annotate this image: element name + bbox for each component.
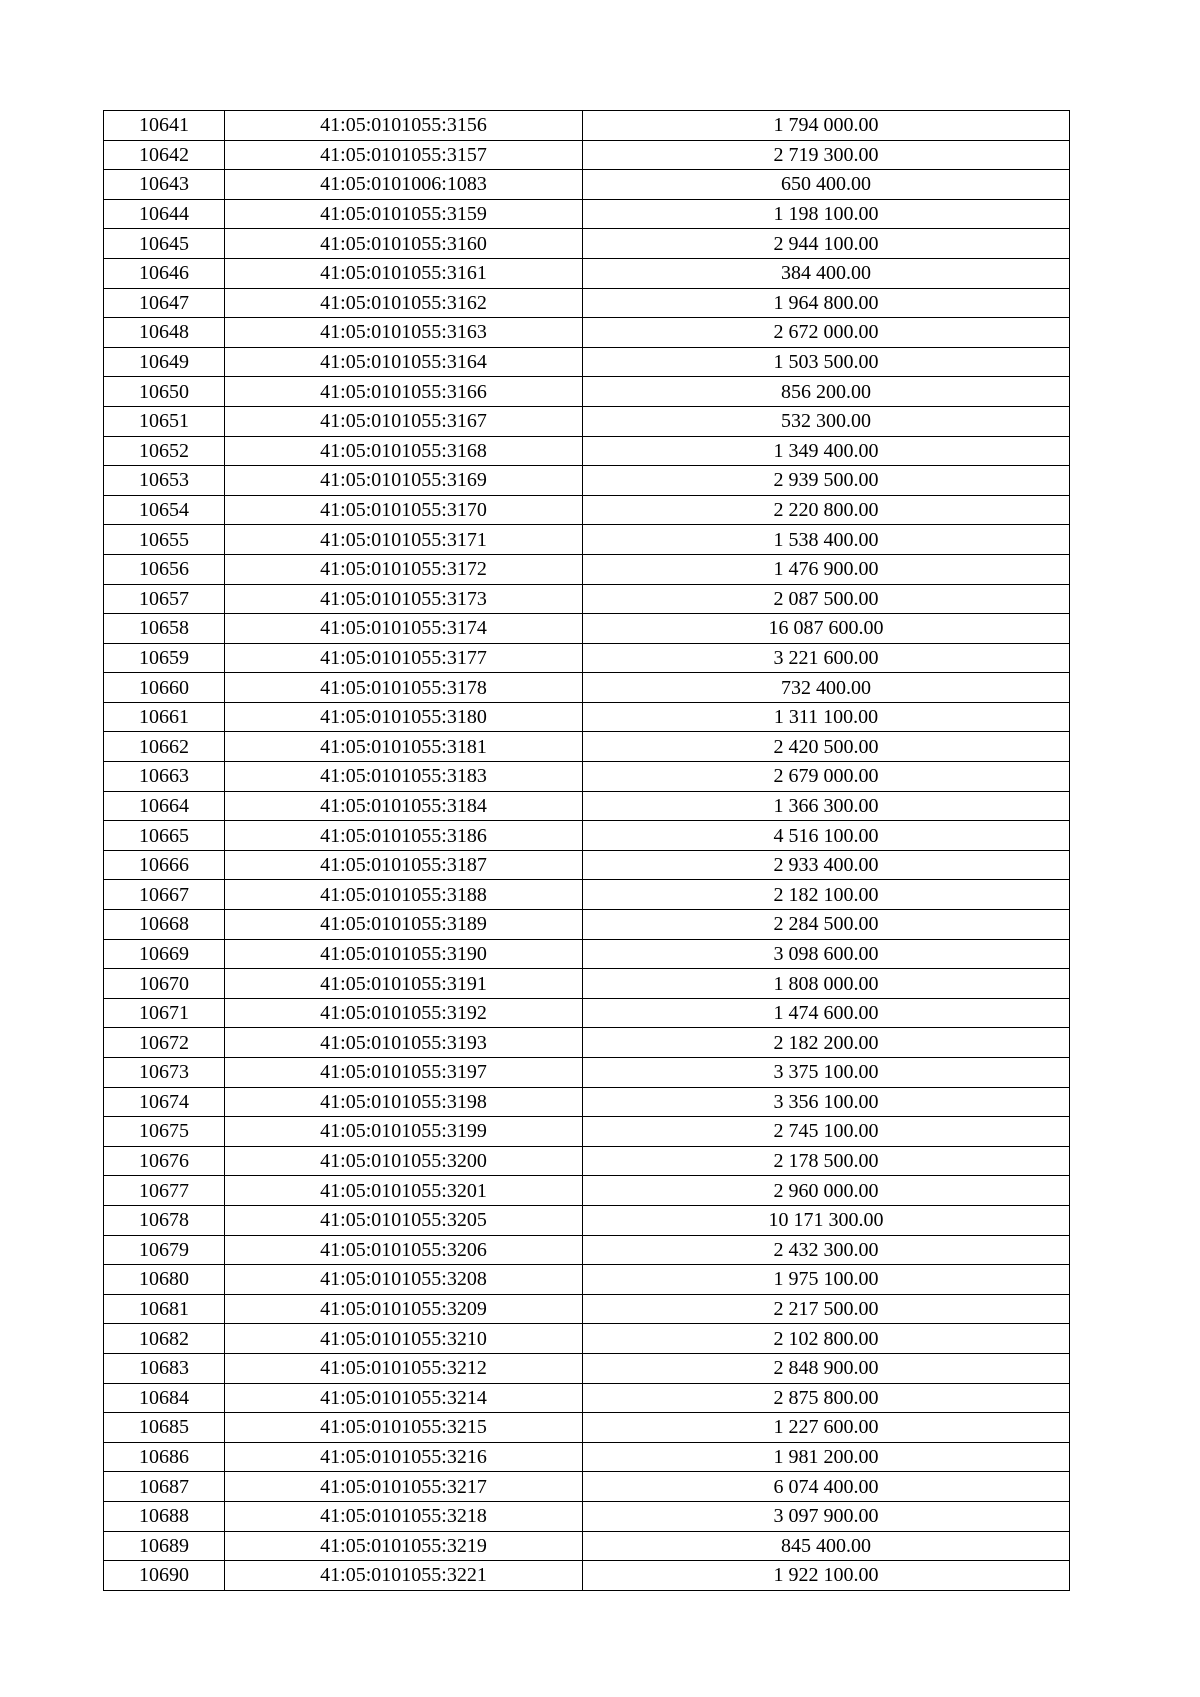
row-number-cell: 10652 — [104, 436, 225, 466]
table-row — [104, 880, 1070, 910]
row-number-cell: 10665 — [104, 821, 225, 851]
cadastral-value-cell: 1 975 100.00 — [583, 1265, 1070, 1295]
cadastral-number-cell: 41:05:0101055:3192 — [225, 998, 583, 1028]
table-row — [104, 1531, 1070, 1561]
cadastral-number-cell: 41:05:0101055:3164 — [225, 347, 583, 377]
cadastral-value-cell: 2 960 000.00 — [583, 1176, 1070, 1206]
cadastral-number-cell: 41:05:0101055:3186 — [225, 821, 583, 851]
cadastral-number-cell: 41:05:0101055:3173 — [225, 584, 583, 614]
cadastral-number-cell: 41:05:0101055:3221 — [225, 1561, 583, 1591]
table-row — [104, 495, 1070, 525]
table-row — [104, 1442, 1070, 1472]
row-number-cell: 10653 — [104, 466, 225, 496]
row-number-cell: 10641 — [104, 111, 225, 141]
cadastral-number-cell: 41:05:0101055:3161 — [225, 258, 583, 288]
row-number-cell: 10643 — [104, 170, 225, 200]
cadastral-number-cell: 41:05:0101055:3159 — [225, 199, 583, 229]
cadastral-value-cell: 1 349 400.00 — [583, 436, 1070, 466]
cadastral-number-cell: 41:05:0101055:3200 — [225, 1146, 583, 1176]
row-number-cell: 10675 — [104, 1117, 225, 1147]
cadastral-value-cell: 6 074 400.00 — [583, 1472, 1070, 1502]
cadastral-value-cell: 3 098 600.00 — [583, 939, 1070, 969]
cadastral-number-cell: 41:05:0101055:3183 — [225, 762, 583, 792]
cadastral-number-cell: 41:05:0101055:3198 — [225, 1087, 583, 1117]
cadastral-number-cell: 41:05:0101055:3181 — [225, 732, 583, 762]
row-number-cell: 10667 — [104, 880, 225, 910]
table-row — [104, 318, 1070, 348]
table-row — [104, 1235, 1070, 1265]
row-number-cell: 10686 — [104, 1442, 225, 1472]
table-row — [104, 762, 1070, 792]
cadastral-number-cell: 41:05:0101055:3168 — [225, 436, 583, 466]
cadastral-number-cell: 41:05:0101055:3218 — [225, 1501, 583, 1531]
cadastral-number-cell: 41:05:0101055:3162 — [225, 288, 583, 318]
table-row — [104, 1176, 1070, 1206]
row-number-cell: 10662 — [104, 732, 225, 762]
cadastral-value-table — [103, 110, 1070, 1591]
cadastral-value-cell: 2 432 300.00 — [583, 1235, 1070, 1265]
row-number-cell: 10677 — [104, 1176, 225, 1206]
cadastral-value-cell: 2 182 200.00 — [583, 1028, 1070, 1058]
cadastral-value-cell: 1 538 400.00 — [583, 525, 1070, 555]
row-number-cell: 10648 — [104, 318, 225, 348]
row-number-cell: 10668 — [104, 910, 225, 940]
row-number-cell: 10674 — [104, 1087, 225, 1117]
cadastral-number-cell: 41:05:0101055:3167 — [225, 406, 583, 436]
cadastral-value-cell: 3 356 100.00 — [583, 1087, 1070, 1117]
table-row — [104, 199, 1070, 229]
table-row — [104, 673, 1070, 703]
cadastral-value-cell: 1 311 100.00 — [583, 702, 1070, 732]
row-number-cell: 10688 — [104, 1501, 225, 1531]
cadastral-value-cell: 2 102 800.00 — [583, 1324, 1070, 1354]
row-number-cell: 10679 — [104, 1235, 225, 1265]
table-row — [104, 1472, 1070, 1502]
table-row — [104, 732, 1070, 762]
cadastral-number-cell: 41:05:0101055:3174 — [225, 614, 583, 644]
table-row — [104, 1058, 1070, 1088]
cadastral-number-cell: 41:05:0101055:3169 — [225, 466, 583, 496]
table-row — [104, 1117, 1070, 1147]
table-row — [104, 1501, 1070, 1531]
table-row — [104, 466, 1070, 496]
table-row — [104, 288, 1070, 318]
table-body — [104, 111, 1070, 1591]
cadastral-value-cell: 2 745 100.00 — [583, 1117, 1070, 1147]
cadastral-value-cell: 2 182 100.00 — [583, 880, 1070, 910]
cadastral-number-cell: 41:05:0101055:3163 — [225, 318, 583, 348]
cadastral-value-cell: 845 400.00 — [583, 1531, 1070, 1561]
cadastral-value-cell: 2 087 500.00 — [583, 584, 1070, 614]
row-number-cell: 10670 — [104, 969, 225, 999]
cadastral-value-cell: 650 400.00 — [583, 170, 1070, 200]
cadastral-value-cell: 2 875 800.00 — [583, 1383, 1070, 1413]
cadastral-value-cell: 4 516 100.00 — [583, 821, 1070, 851]
row-number-cell: 10669 — [104, 939, 225, 969]
cadastral-value-cell: 3 221 600.00 — [583, 643, 1070, 673]
table-row — [104, 1413, 1070, 1443]
cadastral-number-cell: 41:05:0101055:3216 — [225, 1442, 583, 1472]
table-row — [104, 1265, 1070, 1295]
table-row — [104, 1146, 1070, 1176]
cadastral-number-cell: 41:05:0101055:3208 — [225, 1265, 583, 1295]
cadastral-number-cell: 41:05:0101055:3209 — [225, 1294, 583, 1324]
table-row — [104, 614, 1070, 644]
row-number-cell: 10642 — [104, 140, 225, 170]
row-number-cell: 10683 — [104, 1353, 225, 1383]
cadastral-value-cell: 384 400.00 — [583, 258, 1070, 288]
row-number-cell: 10644 — [104, 199, 225, 229]
table-row — [104, 554, 1070, 584]
cadastral-value-cell: 2 933 400.00 — [583, 850, 1070, 880]
cadastral-value-cell: 3 375 100.00 — [583, 1058, 1070, 1088]
cadastral-number-cell: 41:05:0101055:3217 — [225, 1472, 583, 1502]
table-row — [104, 791, 1070, 821]
table-row — [104, 406, 1070, 436]
table-row — [104, 910, 1070, 940]
cadastral-number-cell: 41:05:0101055:3191 — [225, 969, 583, 999]
cadastral-value-cell: 532 300.00 — [583, 406, 1070, 436]
cadastral-value-cell: 2 178 500.00 — [583, 1146, 1070, 1176]
table-row — [104, 525, 1070, 555]
row-number-cell: 10687 — [104, 1472, 225, 1502]
cadastral-value-cell: 732 400.00 — [583, 673, 1070, 703]
row-number-cell: 10654 — [104, 495, 225, 525]
table-row — [104, 939, 1070, 969]
row-number-cell: 10689 — [104, 1531, 225, 1561]
cadastral-value-cell: 2 284 500.00 — [583, 910, 1070, 940]
cadastral-number-cell: 41:05:0101055:3189 — [225, 910, 583, 940]
cadastral-value-cell: 1 503 500.00 — [583, 347, 1070, 377]
cadastral-number-cell: 41:05:0101055:3188 — [225, 880, 583, 910]
cadastral-number-cell: 41:05:0101055:3178 — [225, 673, 583, 703]
cadastral-value-cell: 1 922 100.00 — [583, 1561, 1070, 1591]
table-row — [104, 850, 1070, 880]
cadastral-value-cell: 2 939 500.00 — [583, 466, 1070, 496]
cadastral-value-cell: 856 200.00 — [583, 377, 1070, 407]
table-row — [104, 347, 1070, 377]
cadastral-value-cell: 2 420 500.00 — [583, 732, 1070, 762]
cadastral-value-cell: 2 944 100.00 — [583, 229, 1070, 259]
cadastral-value-cell: 1 981 200.00 — [583, 1442, 1070, 1472]
table-row — [104, 140, 1070, 170]
table-row — [104, 436, 1070, 466]
cadastral-number-cell: 41:05:0101055:3210 — [225, 1324, 583, 1354]
cadastral-number-cell: 41:05:0101055:3157 — [225, 140, 583, 170]
cadastral-number-cell: 41:05:0101055:3212 — [225, 1353, 583, 1383]
row-number-cell: 10680 — [104, 1265, 225, 1295]
table-row — [104, 969, 1070, 999]
row-number-cell: 10666 — [104, 850, 225, 880]
row-number-cell: 10664 — [104, 791, 225, 821]
table-row — [104, 584, 1070, 614]
cadastral-number-cell: 41:05:0101055:3197 — [225, 1058, 583, 1088]
table-row — [104, 821, 1070, 851]
row-number-cell: 10658 — [104, 614, 225, 644]
cadastral-value-cell: 1 198 100.00 — [583, 199, 1070, 229]
cadastral-number-cell: 41:05:0101055:3187 — [225, 850, 583, 880]
cadastral-number-cell: 41:05:0101055:3172 — [225, 554, 583, 584]
cadastral-value-cell: 1 227 600.00 — [583, 1413, 1070, 1443]
table-row — [104, 1383, 1070, 1413]
cadastral-value-cell: 2 719 300.00 — [583, 140, 1070, 170]
row-number-cell: 10676 — [104, 1146, 225, 1176]
row-number-cell: 10681 — [104, 1294, 225, 1324]
table-row — [104, 1294, 1070, 1324]
table-row — [104, 170, 1070, 200]
cadastral-number-cell: 41:05:0101055:3205 — [225, 1205, 583, 1235]
cadastral-number-cell: 41:05:0101055:3190 — [225, 939, 583, 969]
cadastral-number-cell: 41:05:0101055:3215 — [225, 1413, 583, 1443]
table-row — [104, 111, 1070, 141]
table-row — [104, 998, 1070, 1028]
row-number-cell: 10678 — [104, 1205, 225, 1235]
row-number-cell: 10660 — [104, 673, 225, 703]
row-number-cell: 10649 — [104, 347, 225, 377]
row-number-cell: 10663 — [104, 762, 225, 792]
cadastral-number-cell: 41:05:0101055:3201 — [225, 1176, 583, 1206]
row-number-cell: 10656 — [104, 554, 225, 584]
cadastral-value-cell: 1 794 000.00 — [583, 111, 1070, 141]
row-number-cell: 10671 — [104, 998, 225, 1028]
cadastral-value-cell: 2 848 900.00 — [583, 1353, 1070, 1383]
table-row — [104, 1324, 1070, 1354]
row-number-cell: 10645 — [104, 229, 225, 259]
table-row — [104, 1205, 1070, 1235]
cadastral-number-cell: 41:05:0101055:3160 — [225, 229, 583, 259]
cadastral-value-cell: 1 808 000.00 — [583, 969, 1070, 999]
cadastral-number-cell: 41:05:0101055:3180 — [225, 702, 583, 732]
cadastral-number-cell: 41:05:0101055:3156 — [225, 111, 583, 141]
cadastral-number-cell: 41:05:0101055:3214 — [225, 1383, 583, 1413]
table-row — [104, 229, 1070, 259]
table-row — [104, 1028, 1070, 1058]
row-number-cell: 10661 — [104, 702, 225, 732]
row-number-cell: 10685 — [104, 1413, 225, 1443]
cadastral-value-cell: 16 087 600.00 — [583, 614, 1070, 644]
row-number-cell: 10659 — [104, 643, 225, 673]
cadastral-number-cell: 41:05:0101055:3184 — [225, 791, 583, 821]
cadastral-value-cell: 2 672 000.00 — [583, 318, 1070, 348]
cadastral-value-cell: 1 964 800.00 — [583, 288, 1070, 318]
row-number-cell: 10672 — [104, 1028, 225, 1058]
table-row — [104, 702, 1070, 732]
row-number-cell: 10682 — [104, 1324, 225, 1354]
row-number-cell: 10646 — [104, 258, 225, 288]
table-row — [104, 1353, 1070, 1383]
row-number-cell: 10647 — [104, 288, 225, 318]
table-row — [104, 1561, 1070, 1591]
cadastral-value-cell: 2 220 800.00 — [583, 495, 1070, 525]
cadastral-value-cell: 2 679 000.00 — [583, 762, 1070, 792]
cadastral-number-cell: 41:05:0101055:3171 — [225, 525, 583, 555]
table-row — [104, 377, 1070, 407]
row-number-cell: 10655 — [104, 525, 225, 555]
table-row — [104, 258, 1070, 288]
cadastral-number-cell: 41:05:0101006:1083 — [225, 170, 583, 200]
cadastral-number-cell: 41:05:0101055:3219 — [225, 1531, 583, 1561]
cadastral-number-cell: 41:05:0101055:3166 — [225, 377, 583, 407]
cadastral-value-cell: 1 366 300.00 — [583, 791, 1070, 821]
row-number-cell: 10657 — [104, 584, 225, 614]
cadastral-value-cell: 1 474 600.00 — [583, 998, 1070, 1028]
cadastral-number-cell: 41:05:0101055:3170 — [225, 495, 583, 525]
cadastral-number-cell: 41:05:0101055:3177 — [225, 643, 583, 673]
row-number-cell: 10651 — [104, 406, 225, 436]
cadastral-value-cell: 3 097 900.00 — [583, 1501, 1070, 1531]
row-number-cell: 10650 — [104, 377, 225, 407]
cadastral-value-cell: 10 171 300.00 — [583, 1205, 1070, 1235]
table-row — [104, 643, 1070, 673]
cadastral-number-cell: 41:05:0101055:3199 — [225, 1117, 583, 1147]
cadastral-value-cell: 2 217 500.00 — [583, 1294, 1070, 1324]
cadastral-number-cell: 41:05:0101055:3206 — [225, 1235, 583, 1265]
row-number-cell: 10684 — [104, 1383, 225, 1413]
cadastral-value-cell: 1 476 900.00 — [583, 554, 1070, 584]
row-number-cell: 10673 — [104, 1058, 225, 1088]
row-number-cell: 10690 — [104, 1561, 225, 1591]
table-row — [104, 1087, 1070, 1117]
cadastral-number-cell: 41:05:0101055:3193 — [225, 1028, 583, 1058]
